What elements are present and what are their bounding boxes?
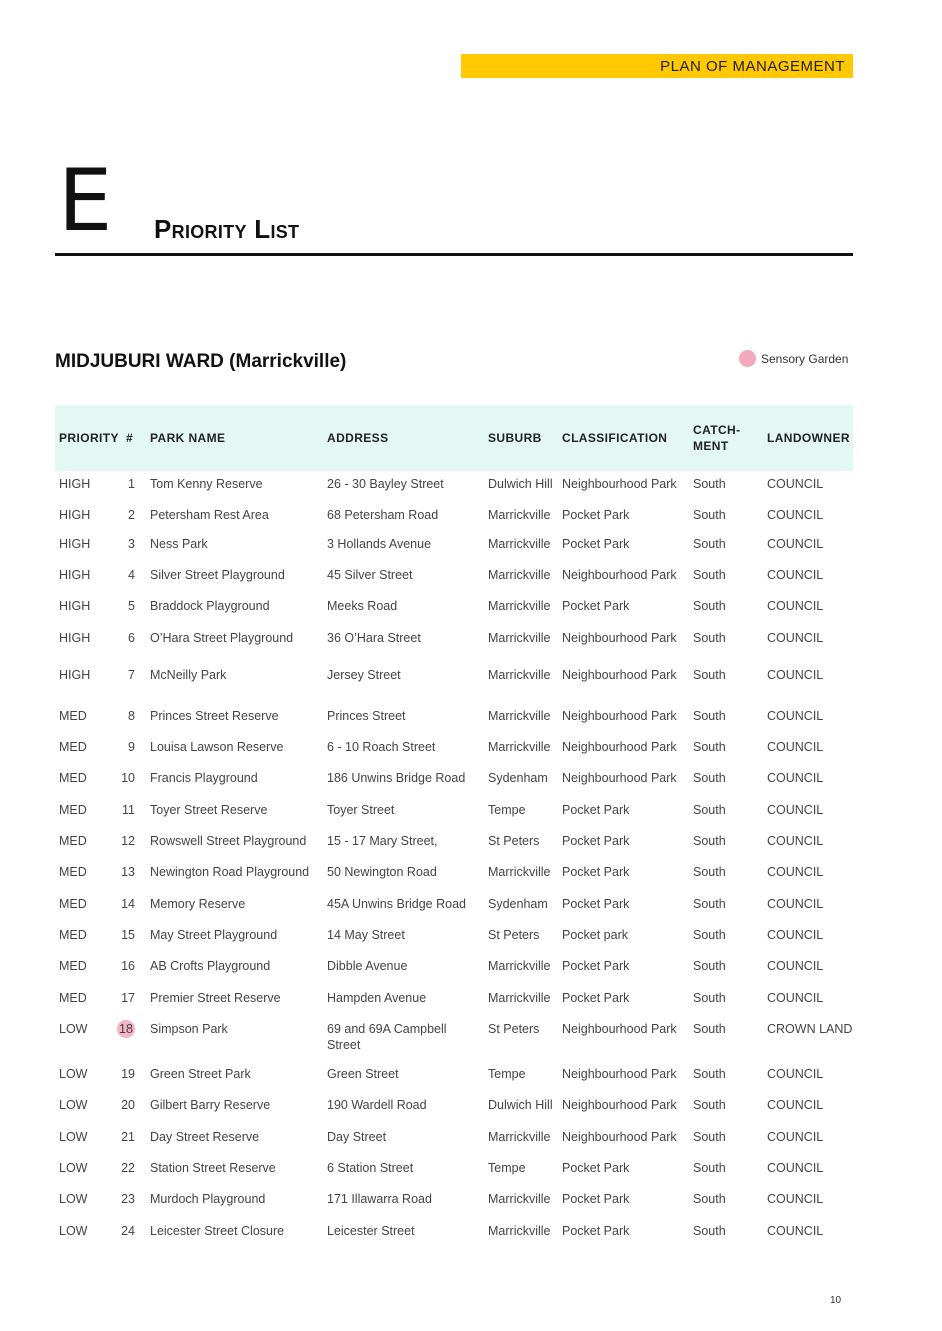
cell-catchment: South	[693, 709, 726, 723]
cell-park: Gilbert Barry Reserve	[150, 1098, 271, 1112]
cell-suburb: Marrickville	[488, 740, 551, 754]
cell-catchment: South	[693, 991, 726, 1005]
cell-address: 190 Wardell Road	[327, 1098, 427, 1112]
cell-park: Braddock Playground	[150, 599, 270, 613]
cell-park: Ness Park	[150, 537, 208, 551]
cell-address: 14 May Street	[327, 928, 405, 942]
cell-park: McNeilly Park	[150, 668, 227, 682]
plan-of-management-banner	[461, 54, 853, 78]
cell-priority: MED	[59, 740, 87, 754]
cell-address: Green Street	[327, 1067, 399, 1081]
cell-park: Simpson Park	[150, 1022, 228, 1036]
table-row	[0, 990, 942, 1010]
cell-priority: LOW	[59, 1067, 88, 1081]
cell-suburb: Tempe	[488, 803, 526, 817]
cell-suburb: Marrickville	[488, 1130, 551, 1144]
title-divider	[55, 253, 853, 256]
table-row	[0, 770, 942, 790]
cell-priority: MED	[59, 928, 87, 942]
cell-landowner: COUNCIL	[767, 668, 824, 682]
header-catchment-line1: CATCH-	[693, 423, 741, 437]
cell-suburb: Dulwich Hill	[488, 1098, 553, 1112]
cell-suburb: St Peters	[488, 928, 540, 942]
cell-priority: HIGH	[59, 477, 91, 491]
cell-landowner: COUNCIL	[767, 897, 824, 911]
cell-landowner: CROWN LAND	[767, 1022, 853, 1036]
cell-classification: Pocket Park	[562, 803, 630, 817]
cell-num: 9	[128, 740, 135, 754]
cell-park: O’Hara Street Playground	[150, 631, 294, 645]
cell-address: 68 Petersham Road	[327, 508, 439, 522]
ward-title: MIDJUBURI WARD (Marrickville)	[55, 351, 347, 372]
cell-priority: LOW	[59, 1161, 88, 1175]
cell-catchment: South	[693, 1130, 726, 1144]
table-row	[0, 864, 942, 884]
cell-num: 8	[128, 709, 135, 723]
cell-park: Petersham Rest Area	[150, 508, 269, 522]
cell-num: 21	[121, 1130, 135, 1144]
cell-suburb: Marrickville	[488, 599, 551, 613]
cell-num: 22	[121, 1161, 135, 1175]
cell-landowner: COUNCIL	[767, 1098, 824, 1112]
cell-address: Day Street	[327, 1130, 387, 1144]
cell-classification: Neighbourhood Park	[562, 771, 677, 785]
cell-classification: Pocket Park	[562, 897, 630, 911]
cell-priority: MED	[59, 834, 87, 848]
cell-num: 11	[122, 803, 135, 817]
cell-address: 171 Illawarra Road	[327, 1192, 432, 1206]
cell-classification: Pocket Park	[562, 1161, 630, 1175]
cell-landowner: COUNCIL	[767, 1067, 824, 1081]
cell-catchment: South	[693, 834, 726, 848]
cell-classification: Neighbourhood Park	[562, 631, 677, 645]
cell-catchment: South	[693, 1161, 726, 1175]
cell-park: Station Street Reserve	[150, 1161, 276, 1175]
cell-suburb: Marrickville	[488, 865, 551, 879]
cell-catchment: South	[693, 631, 726, 645]
cell-classification: Neighbourhood Park	[562, 709, 677, 723]
cell-suburb: Dulwich Hill	[488, 477, 553, 491]
cell-suburb: Sydenham	[488, 771, 548, 785]
cell-park: Leicester Street Closure	[150, 1224, 285, 1238]
cell-suburb: Marrickville	[488, 537, 551, 551]
cell-priority: HIGH	[59, 599, 91, 613]
table-row	[0, 1129, 942, 1149]
cell-suburb: Sydenham	[488, 897, 548, 911]
cell-address: 45A Unwins Bridge Road	[327, 897, 466, 911]
cell-landowner: COUNCIL	[767, 1192, 824, 1206]
cell-catchment: South	[693, 477, 726, 491]
cell-address: 6 - 10 Roach Street	[327, 740, 436, 754]
cell-catchment: South	[693, 771, 726, 785]
cell-priority: LOW	[59, 1022, 88, 1036]
cell-address: 69 and 69A Campbell Street	[327, 1022, 447, 1052]
cell-landowner: COUNCIL	[767, 834, 824, 848]
header-catchment-line2: MENT	[693, 439, 729, 453]
cell-classification: Pocket Park	[562, 834, 630, 848]
cell-classification: Neighbourhood Park	[562, 668, 677, 682]
cell-num: 7	[128, 668, 135, 682]
cell-suburb: Marrickville	[488, 508, 551, 522]
cell-catchment: South	[693, 897, 726, 911]
cell-classification: Pocket Park	[562, 959, 630, 973]
legend-label: Sensory Garden	[761, 351, 849, 366]
cell-suburb: Marrickville	[488, 1224, 551, 1238]
cell-catchment: South	[693, 1098, 726, 1112]
header-catchment	[693, 422, 741, 454]
cell-num: 13	[121, 865, 135, 879]
cell-suburb: Marrickville	[488, 1192, 551, 1206]
table-row	[0, 739, 942, 759]
cell-park: Memory Reserve	[150, 897, 246, 911]
cell-num: 4	[128, 568, 135, 582]
sensory-garden-marker: 18	[117, 1020, 135, 1038]
table-row	[0, 1223, 942, 1243]
cell-park: Toyer Street Reserve	[150, 803, 268, 817]
table-row	[0, 802, 942, 822]
cell-suburb: Marrickville	[488, 991, 551, 1005]
cell-classification: Pocket Park	[562, 1192, 630, 1206]
cell-suburb: Tempe	[488, 1161, 526, 1175]
cell-park: Francis Playground	[150, 771, 258, 785]
header-priority: PRIORITY	[59, 431, 119, 445]
cell-landowner: COUNCIL	[767, 991, 824, 1005]
header-landowner: LANDOWNER	[767, 431, 850, 445]
cell-address: 45 Silver Street	[327, 568, 413, 582]
table-header	[55, 405, 853, 471]
cell-num: 2	[128, 508, 135, 522]
cell-priority: MED	[59, 959, 87, 973]
cell-address: 36 O’Hara Street	[327, 631, 421, 645]
cell-address: 3 Hollands Avenue	[327, 537, 432, 551]
cell-catchment: South	[693, 928, 726, 942]
header-number: #	[126, 431, 134, 445]
cell-suburb: St Peters	[488, 834, 540, 848]
cell-classification: Pocket Park	[562, 991, 630, 1005]
cell-catchment: South	[693, 537, 726, 551]
cell-park: Murdoch Playground	[150, 1192, 266, 1206]
cell-classification: Neighbourhood Park	[562, 477, 677, 491]
header-suburb: SUBURB	[488, 431, 542, 445]
cell-address: Dibble Avenue	[327, 959, 408, 973]
cell-suburb: Marrickville	[488, 568, 551, 582]
cell-catchment: South	[693, 508, 726, 522]
cell-classification: Pocket Park	[562, 537, 630, 551]
page-number: 10	[830, 1295, 842, 1306]
cell-suburb: St Peters	[488, 1022, 540, 1036]
table-row	[0, 1021, 942, 1052]
cell-classification: Neighbourhood Park	[562, 1022, 677, 1036]
cell-priority: HIGH	[59, 631, 91, 645]
sensory-garden-dot-icon	[739, 350, 756, 367]
header-park-name: PARK NAME	[150, 431, 226, 445]
cell-park: May Street Playground	[150, 928, 278, 942]
cell-landowner: COUNCIL	[767, 740, 824, 754]
cell-landowner: COUNCIL	[767, 537, 824, 551]
cell-num: 17	[121, 991, 135, 1005]
table-row	[0, 476, 942, 496]
cell-park: AB Crofts Playground	[150, 959, 271, 973]
cell-num: 10	[121, 771, 135, 785]
cell-park: Louisa Lawson Reserve	[150, 740, 284, 754]
cell-catchment: South	[693, 668, 726, 682]
table-row	[0, 1066, 942, 1086]
cell-priority: MED	[59, 709, 87, 723]
table-row	[0, 507, 942, 527]
cell-priority: LOW	[59, 1130, 88, 1144]
cell-catchment: South	[693, 959, 726, 973]
section-letter: E	[58, 151, 113, 251]
cell-landowner: COUNCIL	[767, 599, 824, 613]
cell-park: Newington Road Playground	[150, 865, 310, 879]
header-classification: CLASSIFICATION	[562, 431, 668, 445]
cell-park: Silver Street Playground	[150, 568, 285, 582]
header-address: ADDRESS	[327, 431, 389, 445]
cell-suburb: Tempe	[488, 1067, 526, 1081]
cell-landowner: COUNCIL	[767, 803, 824, 817]
table-row	[0, 667, 942, 687]
cell-priority: LOW	[59, 1224, 88, 1238]
cell-classification: Pocket Park	[562, 1224, 630, 1238]
table-row	[0, 958, 942, 978]
cell-num	[113, 1021, 135, 1038]
table-row	[0, 927, 942, 947]
cell-address: Leicester Street	[327, 1224, 415, 1238]
cell-priority: MED	[59, 897, 87, 911]
cell-num: 14	[121, 897, 135, 911]
cell-catchment: South	[693, 568, 726, 582]
cell-landowner: COUNCIL	[767, 631, 824, 645]
cell-address: 6 Station Street	[327, 1161, 414, 1175]
cell-catchment: South	[693, 865, 726, 879]
cell-landowner: COUNCIL	[767, 508, 824, 522]
cell-catchment: South	[693, 740, 726, 754]
cell-num: 19	[121, 1067, 135, 1081]
legend	[739, 350, 848, 367]
cell-priority: MED	[59, 865, 87, 879]
cell-priority: MED	[59, 991, 87, 1005]
cell-priority: MED	[59, 803, 87, 817]
cell-priority: HIGH	[59, 668, 91, 682]
cell-num: 12	[121, 834, 135, 848]
cell-landowner: COUNCIL	[767, 771, 824, 785]
cell-num: 1	[128, 477, 135, 491]
cell-landowner: COUNCIL	[767, 1224, 824, 1238]
cell-landowner: COUNCIL	[767, 959, 824, 973]
cell-landowner: COUNCIL	[767, 1130, 824, 1144]
cell-park: Day Street Reserve	[150, 1130, 260, 1144]
cell-address: Jersey Street	[327, 668, 401, 682]
cell-classification: Pocket park	[562, 928, 629, 942]
cell-catchment: South	[693, 1192, 726, 1206]
table-row	[0, 833, 942, 853]
cell-landowner: COUNCIL	[767, 568, 824, 582]
cell-suburb: Marrickville	[488, 959, 551, 973]
cell-park: Green Street Park	[150, 1067, 251, 1081]
cell-address: 26 - 30 Bayley Street	[327, 477, 444, 491]
table-row	[0, 598, 942, 618]
table-row	[0, 630, 942, 650]
cell-classification: Pocket Park	[562, 508, 630, 522]
table-row	[0, 536, 942, 556]
cell-num: 5	[128, 599, 135, 613]
cell-suburb: Marrickville	[488, 631, 551, 645]
cell-park: Princes Street Reserve	[150, 709, 279, 723]
cell-classification: Pocket Park	[562, 865, 630, 879]
banner-text: PLAN OF MANAGEMENT	[660, 57, 845, 75]
cell-address: Meeks Road	[327, 599, 398, 613]
cell-address: Toyer Street	[327, 803, 395, 817]
cell-num: 3	[128, 537, 135, 551]
cell-num: 20	[121, 1098, 135, 1112]
cell-park: Premier Street Reserve	[150, 991, 281, 1005]
cell-num: 6	[128, 631, 135, 645]
cell-num: 23	[121, 1192, 135, 1206]
cell-priority: LOW	[59, 1192, 88, 1206]
cell-landowner: COUNCIL	[767, 709, 824, 723]
cell-catchment: South	[693, 1022, 726, 1036]
cell-classification: Neighbourhood Park	[562, 568, 677, 582]
cell-catchment: South	[693, 1067, 726, 1081]
table-row	[0, 708, 942, 728]
cell-park: Rowswell Street Playground	[150, 834, 307, 848]
cell-classification: Neighbourhood Park	[562, 1098, 677, 1112]
cell-catchment: South	[693, 599, 726, 613]
cell-priority: HIGH	[59, 568, 91, 582]
table-row	[0, 896, 942, 916]
table-row	[0, 1191, 942, 1211]
cell-address: 50 Newington Road	[327, 865, 437, 879]
cell-priority: HIGH	[59, 537, 91, 551]
cell-address: Hampden Avenue	[327, 991, 427, 1005]
cell-landowner: COUNCIL	[767, 928, 824, 942]
cell-num: 24	[121, 1224, 135, 1238]
cell-classification: Pocket Park	[562, 599, 630, 613]
cell-num: 16	[121, 959, 135, 973]
cell-address: 186 Unwins Bridge Road	[327, 771, 466, 785]
cell-num: 15	[121, 928, 135, 942]
cell-catchment: South	[693, 1224, 726, 1238]
cell-suburb: Marrickville	[488, 709, 551, 723]
cell-priority: HIGH	[59, 508, 91, 522]
cell-landowner: COUNCIL	[767, 865, 824, 879]
cell-catchment: South	[693, 803, 726, 817]
cell-suburb: Marrickville	[488, 668, 551, 682]
cell-priority: LOW	[59, 1098, 88, 1112]
cell-classification: Neighbourhood Park	[562, 1067, 677, 1081]
cell-address: 15 - 17 Mary Street,	[327, 834, 438, 848]
table-row	[0, 567, 942, 587]
table-row	[0, 1097, 942, 1117]
table-row	[0, 1160, 942, 1180]
cell-landowner: COUNCIL	[767, 477, 824, 491]
cell-park: Tom Kenny Reserve	[150, 477, 263, 491]
cell-classification: Neighbourhood Park	[562, 740, 677, 754]
cell-classification: Neighbourhood Park	[562, 1130, 677, 1144]
section-title: Priority List	[154, 214, 300, 244]
cell-address: Princes Street	[327, 709, 406, 723]
cell-priority: MED	[59, 771, 87, 785]
cell-landowner: COUNCIL	[767, 1161, 824, 1175]
